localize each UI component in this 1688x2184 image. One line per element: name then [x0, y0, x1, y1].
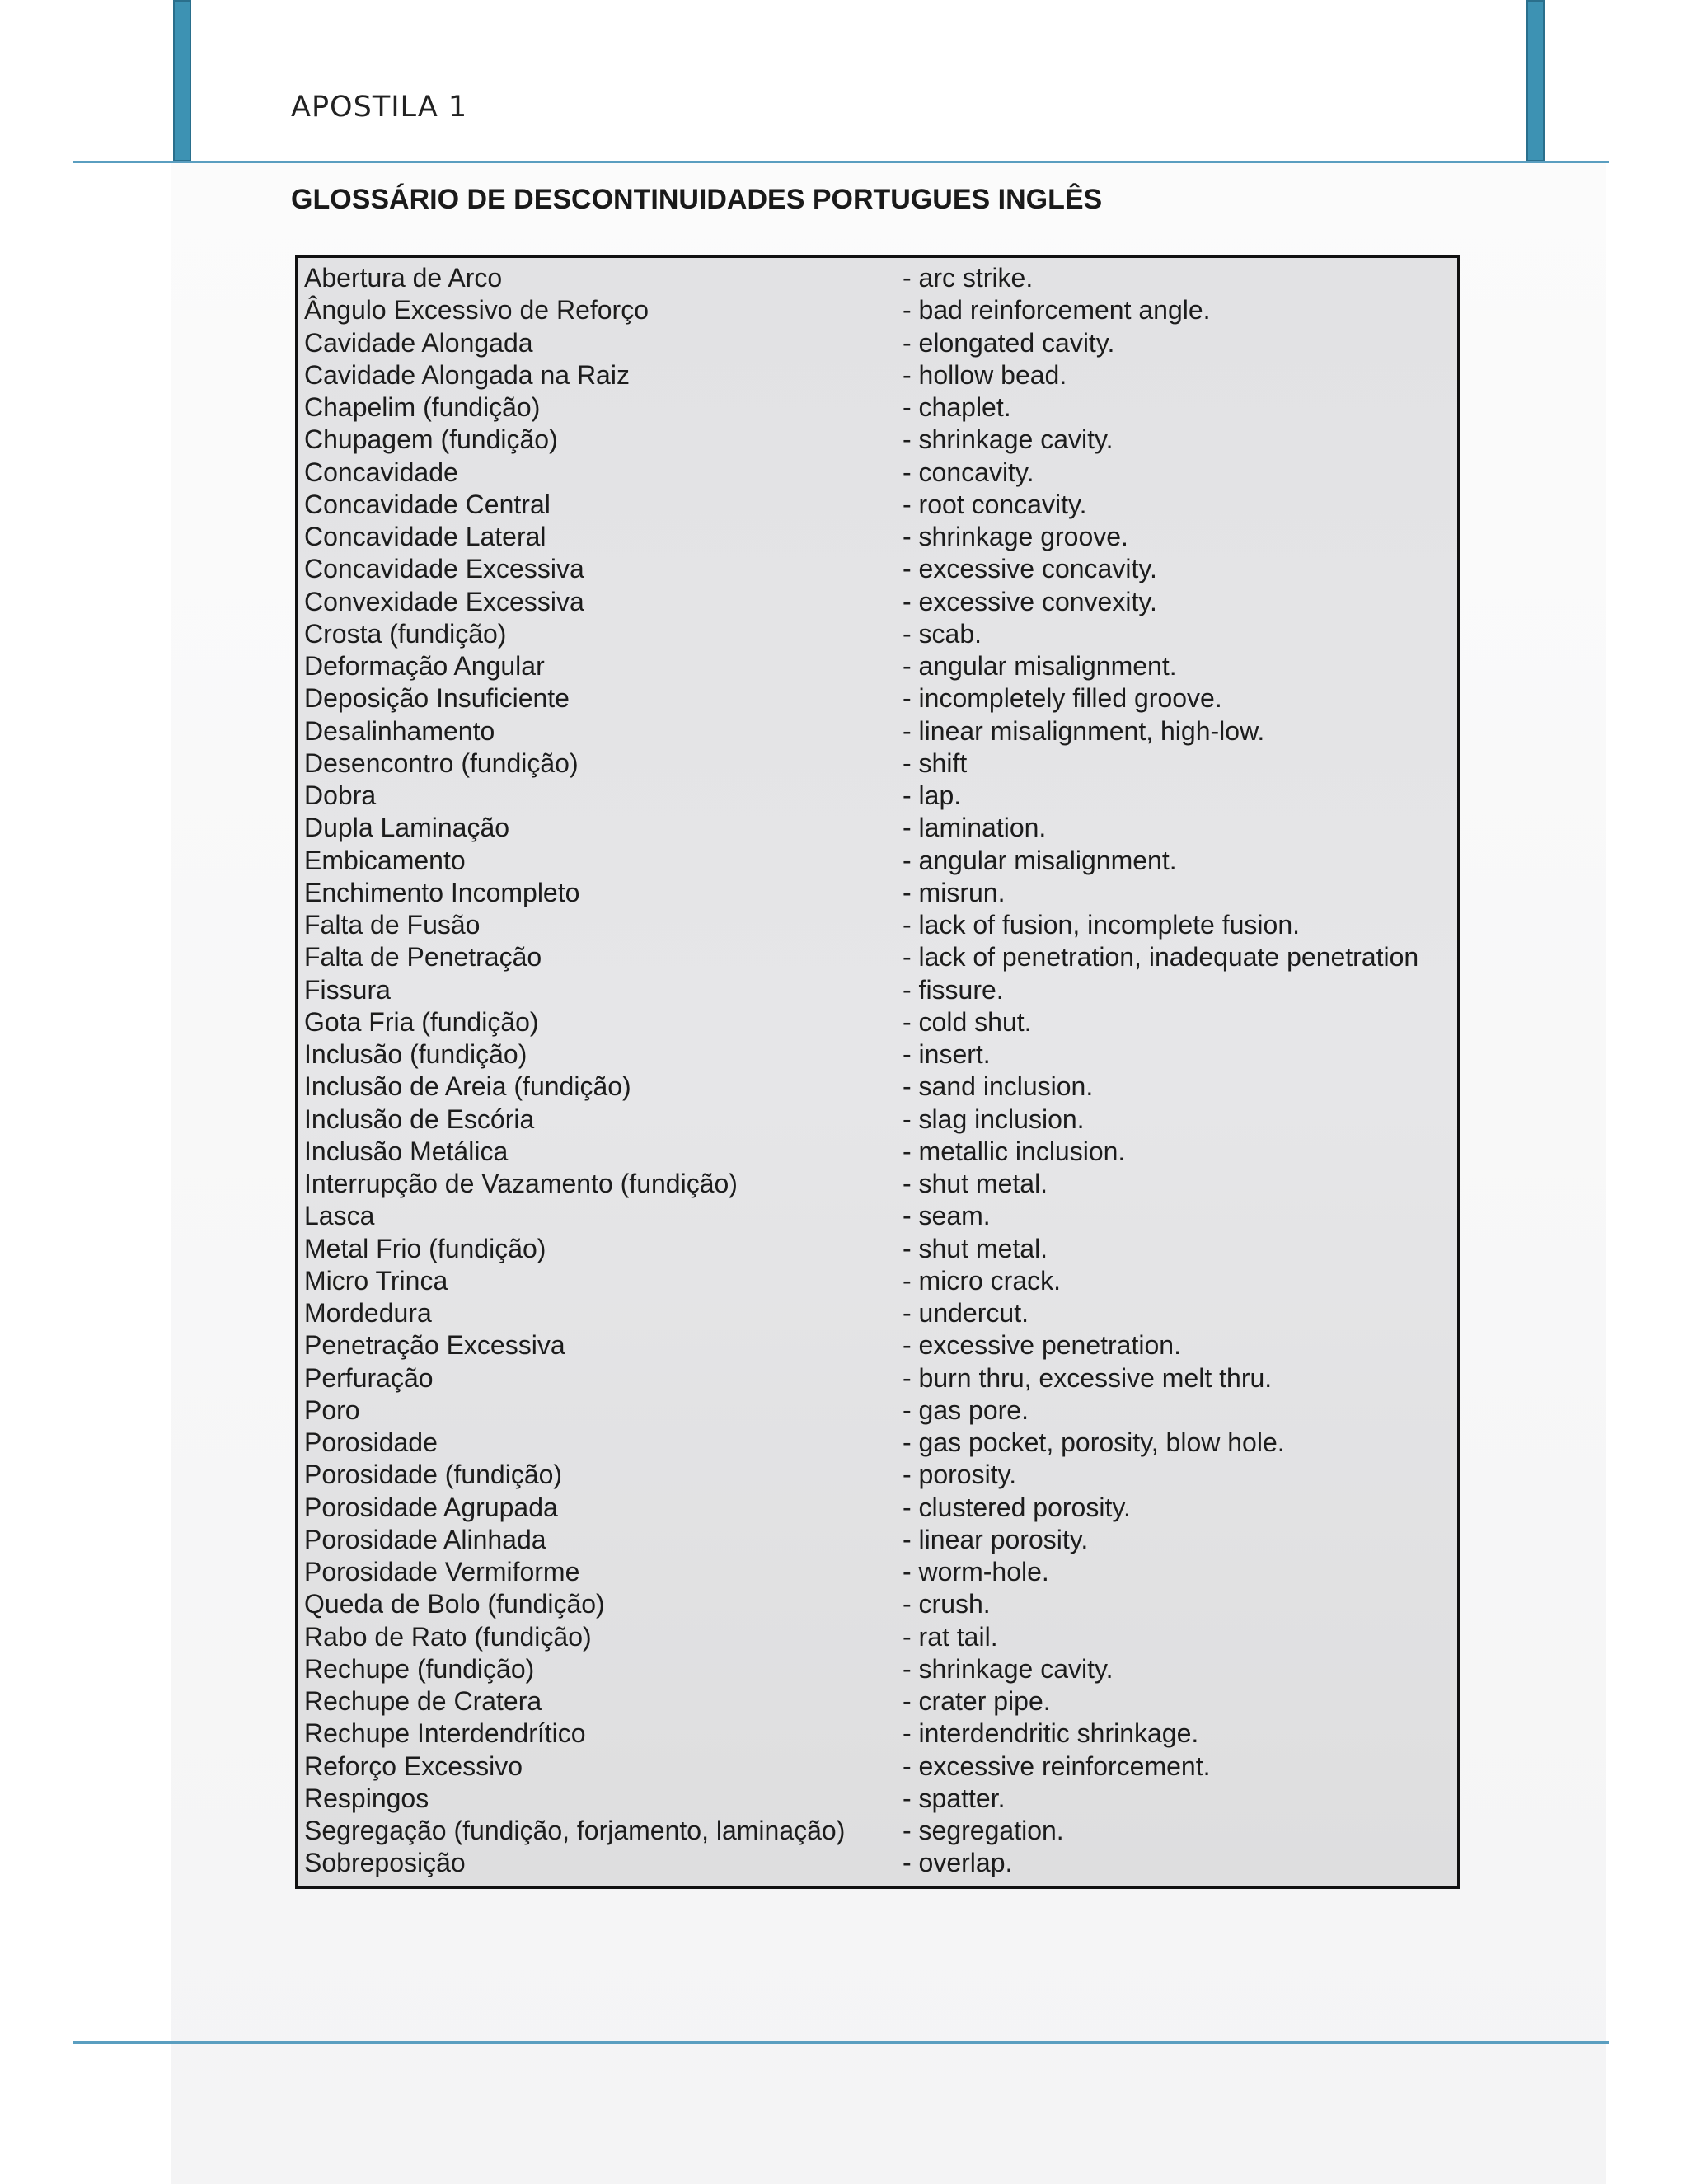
term-english: - insert.: [903, 1039, 991, 1070]
glossary-row: [304, 715, 1457, 748]
glossary-row: [304, 1233, 1457, 1265]
glossary-row: [304, 294, 1457, 326]
glossary-row: [304, 1685, 1457, 1718]
term-portuguese: Cavidade Alongada: [304, 327, 533, 358]
glossary-row: [304, 1265, 1457, 1297]
glossary-row: [304, 457, 1457, 489]
glossary-row: [304, 1394, 1457, 1427]
term-english: - concavity.: [903, 457, 1034, 487]
glossary-row: [304, 650, 1457, 682]
term-portuguese: Convexidade Excessiva: [304, 586, 584, 616]
term-portuguese: Desencontro (fundição): [304, 748, 579, 778]
glossary-row: [304, 1329, 1457, 1361]
term-english: - shrinkage groove.: [903, 522, 1128, 552]
glossary-row: [304, 1104, 1457, 1136]
glossary-row: [304, 974, 1457, 1006]
term-english: - seam.: [903, 1201, 991, 1231]
term-english: - misrun.: [903, 877, 1006, 907]
term-portuguese: Rechupe de Cratera: [304, 1686, 542, 1717]
term-portuguese: Porosidade (fundição): [304, 1460, 563, 1490]
term-portuguese: Reforço Excessivo: [304, 1750, 523, 1781]
term-english: - linear misalignment, high-low.: [903, 715, 1265, 746]
term-english: - shrinkage cavity.: [903, 1653, 1114, 1684]
term-english: - lack of fusion, incomplete fusion.: [903, 910, 1301, 940]
term-english: - chaplet.: [903, 392, 1011, 423]
term-portuguese: Falta de Fusão: [304, 910, 481, 940]
term-english: - incompletely filled groove.: [903, 683, 1222, 714]
term-portuguese: Gota Fria (fundição): [304, 1006, 539, 1037]
term-english: - excessive reinforcement.: [903, 1750, 1211, 1781]
term-english: - excessive concavity.: [903, 554, 1157, 584]
term-english: - cold shut.: [903, 1006, 1032, 1037]
glossary-row: [304, 327, 1457, 359]
term-portuguese: Concavidade Excessiva: [304, 554, 584, 584]
term-portuguese: Porosidade Alinhada: [304, 1524, 546, 1554]
term-english: - lack of penetration, inadequate penetration: [903, 942, 1419, 972]
term-portuguese: Metal Frio (fundição): [304, 1233, 546, 1263]
term-english: - gas pocket, porosity, blow hole.: [903, 1427, 1285, 1458]
term-portuguese: Concavidade Lateral: [304, 522, 546, 552]
term-english: - shut metal.: [903, 1233, 1048, 1263]
glossary-row: [304, 1168, 1457, 1200]
glossary-row: [304, 391, 1457, 424]
term-english: - elongated cavity.: [903, 327, 1115, 358]
glossary-row: [304, 1621, 1457, 1653]
term-portuguese: Rabo de Rato (fundição): [304, 1621, 592, 1652]
glossary-row: [304, 1006, 1457, 1038]
term-portuguese: Sobreposição: [304, 1848, 466, 1878]
glossary-row: [304, 909, 1457, 941]
glossary-table: [295, 255, 1460, 1889]
term-english: - linear porosity.: [903, 1524, 1089, 1554]
term-portuguese: Deformação Angular: [304, 651, 545, 682]
term-english: - arc strike.: [903, 263, 1034, 293]
glossary-row: [304, 1524, 1457, 1556]
term-portuguese: Perfuração: [304, 1362, 434, 1393]
header-accent-bar-left: [173, 0, 191, 162]
term-english: - fissure.: [903, 974, 1004, 1005]
term-portuguese: Rechupe Interdendrítico: [304, 1718, 586, 1749]
term-english: - scab.: [903, 618, 982, 649]
term-portuguese: Porosidade: [304, 1427, 438, 1458]
header-accent-bar-right: [1526, 0, 1545, 162]
term-portuguese: Micro Trinca: [304, 1265, 448, 1296]
term-portuguese: Embicamento: [304, 845, 466, 875]
glossary-row: [304, 1783, 1457, 1815]
glossary-row: [304, 1750, 1457, 1783]
glossary-row: [304, 359, 1457, 391]
term-portuguese: Falta de Penetração: [304, 942, 542, 972]
term-portuguese: Dobra: [304, 780, 377, 811]
term-portuguese: Rechupe (fundição): [304, 1653, 535, 1684]
glossary-row: [304, 1847, 1457, 1879]
term-portuguese: Enchimento Incompleto: [304, 877, 580, 907]
term-portuguese: Chapelim (fundição): [304, 392, 541, 423]
term-portuguese: Deposição Insuficiente: [304, 683, 570, 714]
term-portuguese: Segregação (fundição, forjamento, laminação): [304, 1816, 846, 1846]
glossary-row: [304, 1718, 1457, 1750]
term-portuguese: Lasca: [304, 1201, 375, 1231]
glossary-row: [304, 877, 1457, 909]
glossary-row: [304, 845, 1457, 877]
term-english: - root concavity.: [903, 489, 1087, 519]
term-portuguese: Porosidade Agrupada: [304, 1492, 558, 1522]
glossary-row: [304, 1556, 1457, 1588]
term-portuguese: Inclusão Metálica: [304, 1136, 509, 1166]
term-english: - hollow bead.: [903, 359, 1067, 390]
term-english: - porosity.: [903, 1460, 1017, 1490]
term-english: - lap.: [903, 780, 962, 811]
term-portuguese: Abertura de Arco: [304, 263, 503, 293]
glossary-row: [304, 1200, 1457, 1232]
term-portuguese: Inclusão de Escória: [304, 1104, 535, 1134]
term-english: - segregation.: [903, 1816, 1064, 1846]
term-portuguese: Inclusão de Areia (fundição): [304, 1071, 631, 1102]
term-english: - slag inclusion.: [903, 1104, 1085, 1134]
term-english: - shift: [903, 748, 968, 778]
term-english: - shrinkage cavity.: [903, 424, 1114, 455]
term-english: - overlap.: [903, 1848, 1013, 1878]
page-title: GLOSSÁRIO DE DESCONTINUIDADES PORTUGUES INGLÊS: [291, 184, 1103, 215]
glossary-row: [304, 682, 1457, 715]
term-english: - rat tail.: [903, 1621, 998, 1652]
glossary-row: [304, 262, 1457, 294]
glossary-row: [304, 1136, 1457, 1168]
term-english: - worm-hole.: [903, 1557, 1049, 1587]
term-english: - lamination.: [903, 813, 1047, 843]
glossary-row: [304, 1459, 1457, 1491]
glossary-row: [304, 780, 1457, 812]
term-english: - gas pore.: [903, 1394, 1029, 1425]
glossary-row: [304, 553, 1457, 585]
term-english: - micro crack.: [903, 1265, 1061, 1296]
glossary-row: [304, 1297, 1457, 1329]
term-portuguese: Interrupção de Vazamento (fundição): [304, 1169, 738, 1199]
glossary-row: [304, 1588, 1457, 1620]
term-portuguese: Crosta (fundição): [304, 618, 507, 649]
glossary-row: [304, 586, 1457, 618]
glossary-row: [304, 941, 1457, 973]
term-portuguese: Chupagem (fundição): [304, 424, 558, 455]
term-portuguese: Dupla Laminação: [304, 813, 510, 843]
term-english: - excessive penetration.: [903, 1330, 1181, 1361]
glossary-row: [304, 489, 1457, 521]
term-english: - sand inclusion.: [903, 1071, 1094, 1102]
term-english: - angular misalignment.: [903, 651, 1177, 682]
glossary-row: [304, 812, 1457, 844]
term-english: - bad reinforcement angle.: [903, 295, 1211, 326]
term-english: - shut metal.: [903, 1169, 1048, 1199]
glossary-row: [304, 1038, 1457, 1071]
glossary-row: [304, 424, 1457, 456]
term-portuguese: Queda de Bolo (fundição): [304, 1589, 605, 1619]
term-english: - burn thru, excessive melt thru.: [903, 1362, 1273, 1393]
footer-rule: [73, 2041, 1609, 2044]
term-english: - crater pipe.: [903, 1686, 1051, 1717]
glossary-row: [304, 1427, 1457, 1459]
glossary-row: [304, 1815, 1457, 1847]
glossary-row: [304, 1653, 1457, 1685]
term-english: - excessive convexity.: [903, 586, 1157, 616]
term-english: - spatter.: [903, 1783, 1006, 1813]
term-portuguese: Penetração Excessiva: [304, 1330, 565, 1361]
glossary-row: [304, 1071, 1457, 1103]
term-english: - crush.: [903, 1589, 991, 1619]
term-portuguese: Respingos: [304, 1783, 429, 1813]
term-portuguese: Ângulo Excessivo de Reforço: [304, 295, 649, 326]
term-english: - metallic inclusion.: [903, 1136, 1126, 1166]
term-portuguese: Fissura: [304, 974, 391, 1005]
term-portuguese: Cavidade Alongada na Raiz: [304, 359, 630, 390]
term-portuguese: Inclusão (fundição): [304, 1039, 528, 1070]
glossary-row: [304, 618, 1457, 650]
glossary-row: [304, 1492, 1457, 1524]
term-portuguese: Poro: [304, 1394, 360, 1425]
term-english: - clustered porosity.: [903, 1492, 1131, 1522]
term-english: - angular misalignment.: [903, 845, 1177, 875]
term-english: - undercut.: [903, 1298, 1029, 1329]
term-portuguese: Concavidade: [304, 457, 458, 487]
term-portuguese: Mordedura: [304, 1298, 432, 1329]
glossary-row: [304, 521, 1457, 553]
header-label: APOSTILA 1: [291, 91, 468, 124]
term-english: - interdendritic shrinkage.: [903, 1718, 1199, 1749]
term-portuguese: Concavidade Central: [304, 489, 551, 519]
glossary-row: [304, 748, 1457, 780]
term-portuguese: Porosidade Vermiforme: [304, 1557, 580, 1587]
header-rule: [73, 161, 1609, 163]
glossary-row: [304, 1362, 1457, 1394]
term-portuguese: Desalinhamento: [304, 715, 495, 746]
